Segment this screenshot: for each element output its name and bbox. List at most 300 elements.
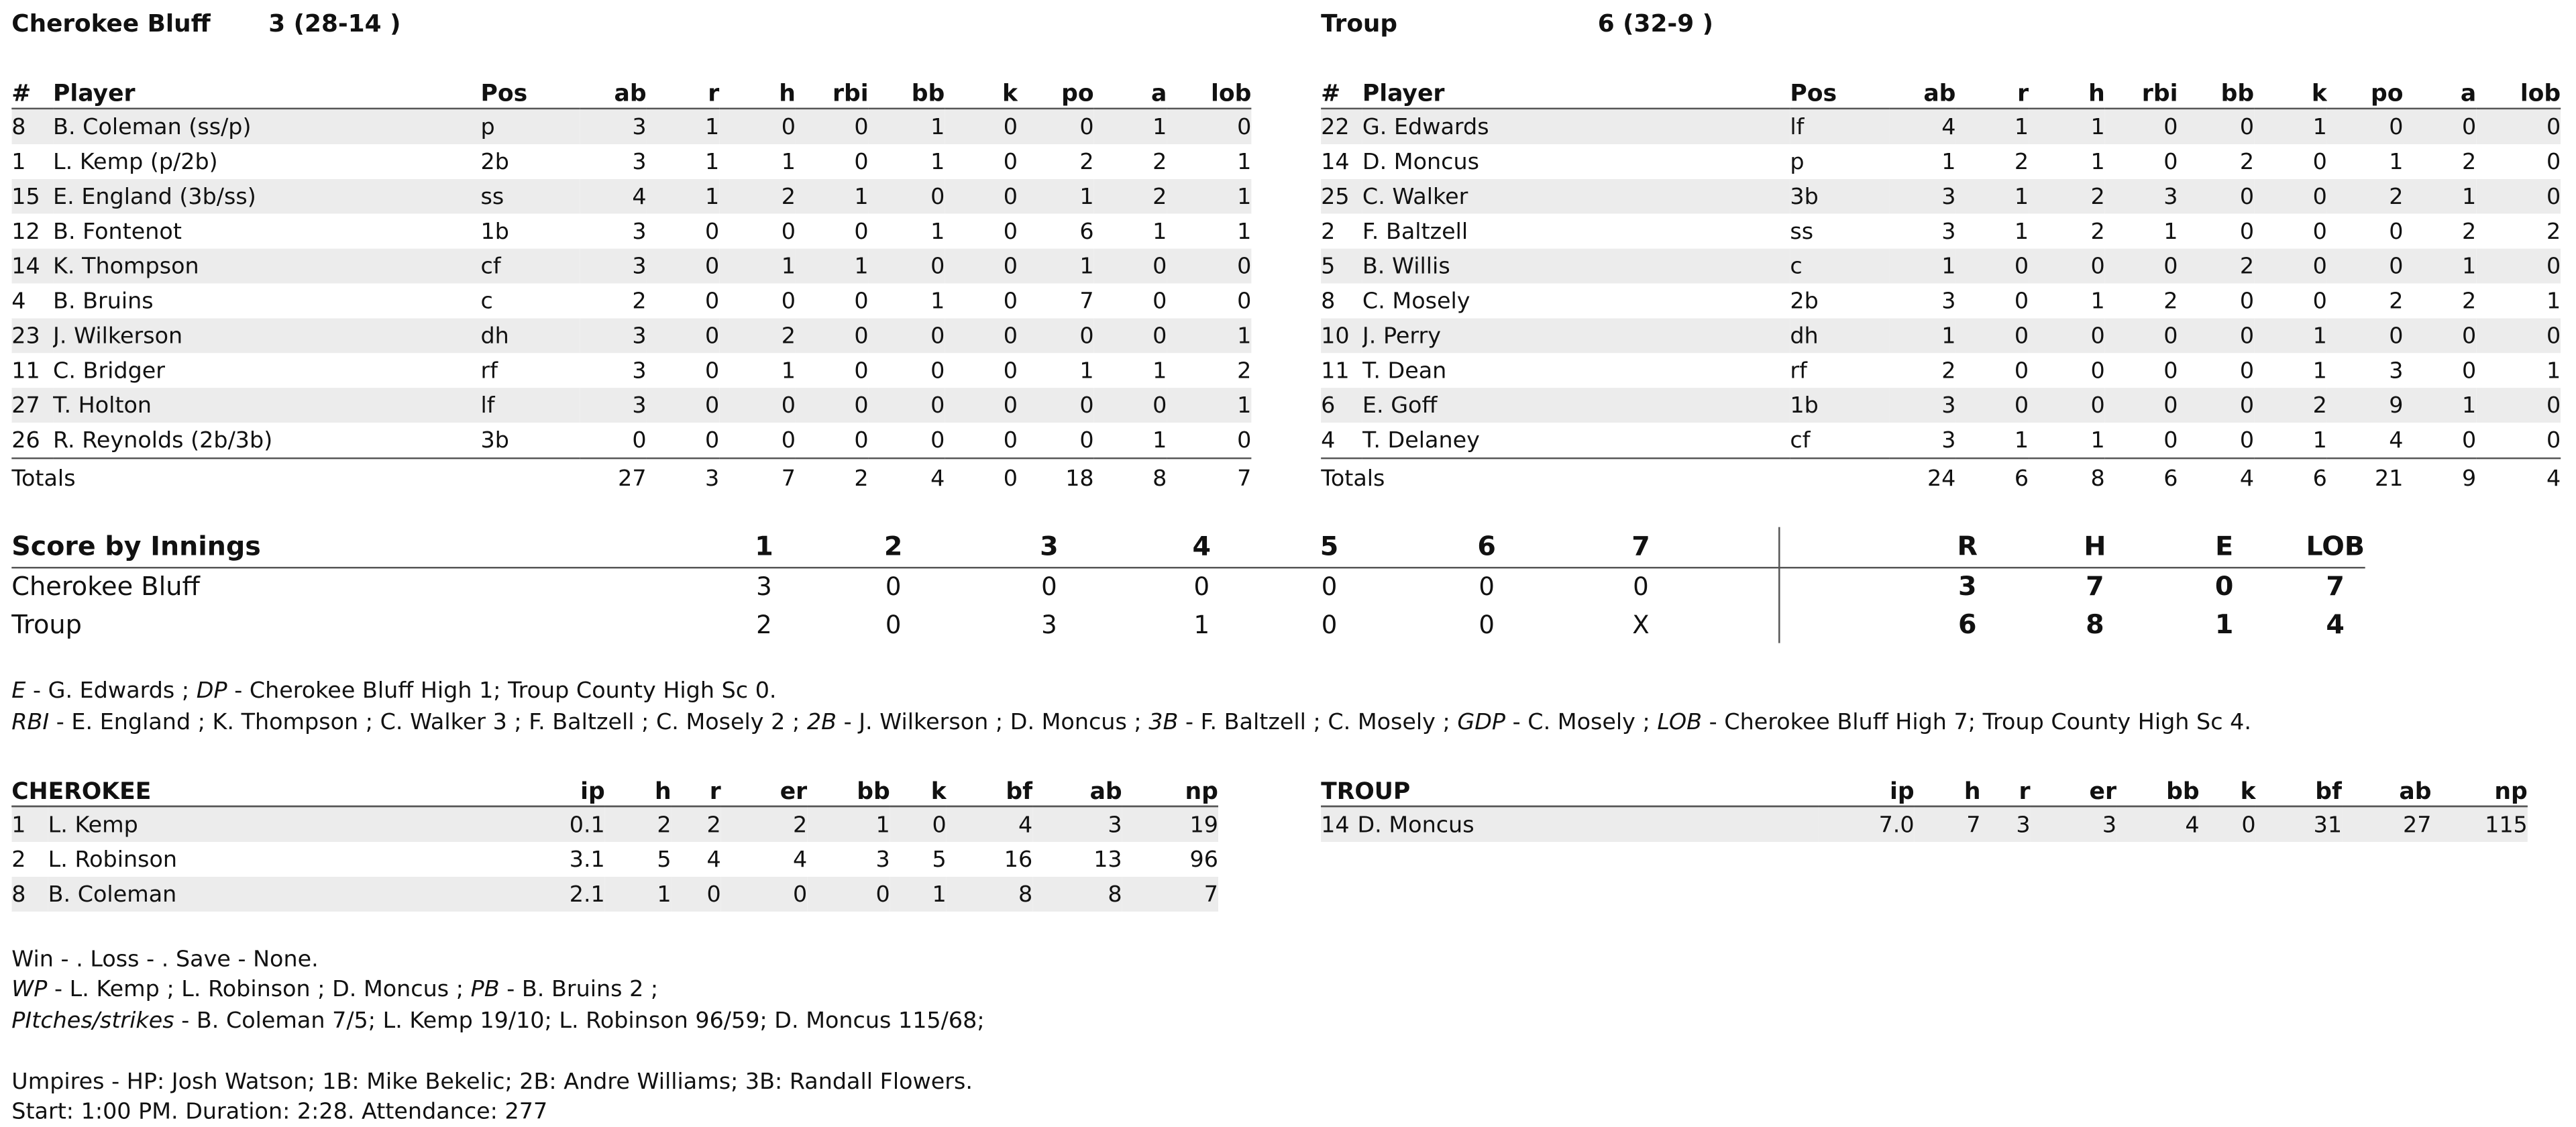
batter-cell-player: L. Kemp (p/2b) [53, 148, 218, 175]
away-team-name: Cherokee Bluff [11, 11, 211, 38]
batter-row [11, 144, 1251, 179]
batter-cell-bb: 0 [2178, 318, 2254, 353]
rhe-value: 8 [2086, 608, 2104, 640]
batter-cell-lob: 0 [2476, 388, 2561, 423]
batter-cell-pos: dh [481, 318, 580, 353]
totals-label: Totals [11, 466, 76, 492]
pitcher-stat: 0 [807, 877, 890, 912]
pitcher-stat: 0.1 [509, 806, 605, 842]
stat-text: - J. Wilkerson ; D. Moncus ; [836, 709, 1149, 736]
batter-cell-pos: lf [1790, 109, 1889, 144]
batter-cell-h: 0 [719, 388, 796, 423]
stat-label: LOB [1657, 709, 1703, 736]
batter-cell-r: 2 [2014, 148, 2029, 175]
batter-cell-player: C. Mosely [1362, 287, 1470, 315]
batter-cell-rbi: 0 [796, 318, 869, 353]
batter-cell-lob: 0 [1167, 249, 1251, 284]
inning-score: 0 [885, 610, 902, 640]
batter-cell-pos: cf [1790, 423, 1889, 458]
batter-cell-pos: ss [481, 179, 580, 214]
batter-cell-lob: 2 [1237, 357, 1252, 384]
stat-label: PB [470, 976, 500, 1003]
batter-cell-bb: 1 [869, 109, 945, 144]
batter-cell-lob: 0 [2476, 179, 2561, 214]
batter-cell-pos: p [1790, 148, 1805, 175]
batter-row [11, 353, 1251, 388]
stat-text: - G. Edwards ; [25, 678, 197, 705]
batter-cell-ab: 2 [632, 287, 647, 315]
column-header-lob: lob [2476, 73, 2561, 109]
batter-cell-po: 0 [2327, 109, 2404, 144]
batter-cell-rbi: 0 [796, 423, 869, 458]
batter-cell-rbi: 0 [854, 287, 869, 315]
totals-cell: 2 [854, 466, 869, 492]
batter-cell-ab: 3 [1941, 287, 1956, 315]
stat-label: 2B [806, 709, 837, 736]
batter-cell-pos: dh [1790, 318, 1889, 353]
inning-header-7: 7 [1631, 530, 1650, 562]
batter-cell-rbi: 1 [796, 249, 869, 284]
rhe-value: 4 [2326, 608, 2345, 640]
batter-cell-k: 0 [945, 179, 1018, 214]
batter-cell-r: 1 [2014, 217, 2029, 245]
batter-cell-k: 0 [1003, 287, 1018, 315]
batter-cell-h: 0 [2029, 388, 2105, 423]
batter-cell-player: E. Goff [1362, 388, 1790, 423]
batter-cell-h: 1 [719, 249, 796, 284]
pitching-header-ip: ip [1818, 771, 1914, 806]
batter-cell-number: 5 [1321, 249, 1362, 284]
totals-cell: 7 [1237, 466, 1252, 492]
batter-cell-bb: 0 [869, 249, 945, 284]
batter-cell-r: 0 [647, 388, 720, 423]
batter-cell-bb: 0 [2239, 357, 2255, 384]
batter-cell-a: 1 [2404, 249, 2477, 284]
home-team-name: Troup [1321, 11, 1398, 38]
column-header-pos: Pos [1790, 73, 1889, 109]
batter-cell-rbi: 0 [2163, 148, 2178, 175]
batter-cell-pos: 1b [480, 217, 509, 245]
pitching-header-bb: bb [2116, 771, 2200, 806]
batter-cell-k: 0 [945, 249, 1018, 284]
batter-cell-lob: 0 [1237, 287, 1252, 315]
batter-cell-player: D. Moncus [1362, 148, 1479, 175]
batter-cell-a: 2 [1152, 148, 1167, 175]
pitcher-name: L. Robinson [48, 842, 509, 877]
batter-row [11, 249, 1251, 284]
batter-cell-k: 0 [1003, 357, 1018, 384]
away-batting-table [11, 73, 1251, 499]
away-team-header [11, 11, 401, 38]
pitcher-stat: 13 [1032, 842, 1122, 877]
batter-cell-bb: 0 [869, 423, 945, 458]
batter-cell-r: 0 [705, 217, 720, 245]
batter-cell-h: 0 [781, 217, 796, 245]
batter-cell-h: 0 [719, 109, 796, 144]
batter-cell-r: 0 [1955, 318, 2029, 353]
pitcher-stat: 3 [2031, 806, 2116, 842]
pitcher-row [11, 842, 1218, 877]
rhe-value: 7 [2086, 570, 2104, 602]
batter-cell-k: 0 [1003, 148, 1018, 175]
batter-cell-k: 1 [2312, 357, 2327, 384]
batter-cell-h: 1 [2029, 109, 2105, 144]
batter-cell-ab: 2 [1941, 357, 1956, 384]
stat-text: - Cherokee Bluff High 7; Troup County High Sc 4. [1702, 709, 2251, 736]
batter-cell-player: B. Fontenot [53, 217, 182, 245]
batter-cell-pos: p [481, 109, 580, 144]
batter-cell-r: 0 [1955, 249, 2029, 284]
batter-cell-k: 0 [1003, 217, 1018, 245]
batter-cell-lob: 0 [1167, 423, 1251, 458]
stat-label: RBI [11, 709, 50, 736]
pitcher-stat: 3 [807, 842, 890, 877]
stat-label: 3B [1148, 709, 1179, 736]
pitcher-stat: 7 [1915, 806, 1981, 842]
batter-cell-player: T. Dean [1362, 357, 1447, 384]
batter-cell-number: 22 [1321, 109, 1362, 144]
batter-cell-a: 1 [2404, 179, 2477, 214]
batter-cell-a: 2 [2461, 217, 2477, 245]
batter-cell-pos: 1b [1790, 388, 1889, 423]
batter-cell-rbi: 0 [2105, 423, 2178, 458]
batter-cell-lob: 1 [1237, 148, 1252, 175]
batter-cell-rbi: 0 [2105, 388, 2178, 423]
rhe-value: 3 [1957, 570, 1977, 602]
batter-cell-po: 4 [2327, 423, 2404, 458]
batter-cell-po: 7 [1079, 287, 1094, 315]
batter-cell-number: 10 [1321, 318, 1362, 353]
inning-score: 3 [1041, 610, 1057, 640]
column-header-h: h [2029, 73, 2105, 109]
pitcher-stat: 16 [947, 842, 1032, 877]
column-header-po: po [1018, 73, 1094, 109]
pitching-header-np: np [1122, 771, 1218, 806]
batter-cell-pos: lf [481, 388, 580, 423]
batter-cell-a: 0 [2404, 423, 2477, 458]
batter-cell-rbi: 2 [2163, 287, 2178, 315]
batter-cell-a: 1 [2404, 388, 2477, 423]
wp-pb-line [11, 976, 658, 1003]
batter-cell-r: 1 [1955, 179, 2029, 214]
batter-row [11, 388, 1251, 423]
batter-row [1321, 214, 2561, 249]
batter-cell-pos: 2b [1790, 287, 1819, 315]
pitching-header-k: k [2200, 771, 2256, 806]
inning-score: 0 [1479, 572, 1495, 602]
batter-cell-r: 1 [705, 148, 720, 175]
rhe-header-lob: LOB [2306, 530, 2365, 562]
inning-score: 0 [1321, 572, 1338, 602]
notes-line-batting [11, 709, 2251, 736]
umpires-line: Umpires - HP: Josh Watson; 1B: Mike Bekelic; 2B: Andre Williams; 3B: Randall Flowers. [11, 1069, 973, 1096]
pitcher-stat: 5 [605, 842, 672, 877]
batter-cell-bb: 0 [869, 388, 945, 423]
batter-cell-rbi: 3 [2105, 179, 2178, 214]
inning-score: 0 [1041, 572, 1057, 602]
pitcher-stat: 5 [890, 842, 947, 877]
column-header-h: h [719, 73, 796, 109]
batter-cell-rbi: 0 [796, 388, 869, 423]
pitching-header-ab: ab [2342, 771, 2431, 806]
batter-cell-bb: 0 [2178, 179, 2254, 214]
column-header-bb: bb [869, 73, 945, 109]
batter-cell-h: 2 [719, 179, 796, 214]
batter-cell-po: 1 [1018, 179, 1094, 214]
pitching-header-ip: ip [509, 771, 605, 806]
stat-label: E [11, 678, 26, 705]
pitching-header-ab: ab [1032, 771, 1122, 806]
pitcher-stat: 0 [2200, 806, 2256, 842]
batter-cell-k: 1 [2254, 109, 2327, 144]
pitching-header-bf: bf [2256, 771, 2342, 806]
pitcher-stat: 96 [1122, 842, 1218, 877]
batter-cell-bb: 1 [930, 217, 945, 245]
batter-cell-po: 0 [1018, 318, 1094, 353]
innings-team-name: Cherokee Bluff [11, 572, 200, 602]
batter-cell-a: 1 [1152, 217, 1167, 245]
pitcher-stat: 2 [721, 806, 807, 842]
totals-cell: 8 [1152, 466, 1167, 492]
batter-cell-k: 1 [2254, 318, 2327, 353]
column-header-pos: Pos [481, 73, 580, 109]
batter-cell-lob: 2 [2546, 217, 2561, 245]
batter-cell-a: 2 [2461, 287, 2477, 315]
batter-cell-r: 0 [647, 318, 720, 353]
batter-cell-lob: 0 [2476, 249, 2561, 284]
batter-cell-pos: cf [481, 249, 580, 284]
batter-cell-ab: 3 [1890, 179, 1956, 214]
pitcher-stat: 2.1 [509, 877, 605, 912]
batter-cell-number: 23 [11, 318, 53, 353]
batter-row [1321, 318, 2561, 353]
pitching-header-k: k [890, 771, 947, 806]
batter-cell-ab: 3 [580, 318, 647, 353]
batter-cell-r: 0 [647, 249, 720, 284]
batter-cell-po: 1 [2389, 148, 2404, 175]
column-header-number: # [11, 73, 53, 109]
batter-cell-ab: 4 [580, 179, 647, 214]
batter-cell-r: 1 [647, 179, 720, 214]
batter-row [1321, 109, 2561, 144]
pitcher-stat: 4 [2116, 806, 2200, 842]
pitching-team-title: CHEROKEE [11, 771, 508, 806]
pitching-header-r: r [672, 771, 721, 806]
pitching-team-title: TROUP [1321, 771, 1818, 806]
batter-cell-rbi: 0 [854, 357, 869, 384]
totals-cell: 8 [2090, 466, 2105, 492]
batter-cell-bb: 0 [869, 179, 945, 214]
pitcher-stat: 4 [721, 842, 807, 877]
stat-label: GDP [1457, 709, 1506, 736]
batter-cell-a: 1 [1094, 423, 1167, 458]
pitching-header-h: h [1915, 771, 1981, 806]
inning-header-3: 3 [1040, 530, 1059, 562]
totals-row [11, 458, 1251, 499]
batter-cell-po: 0 [1018, 388, 1094, 423]
totals-cell: 18 [1065, 466, 1094, 492]
stat-text: - F. Baltzell ; C. Mosely ; [1178, 709, 1458, 736]
batter-cell-bb: 0 [2239, 217, 2255, 245]
batter-cell-bb: 1 [930, 287, 945, 315]
batter-row [1321, 283, 2561, 318]
totals-cell: 9 [2461, 466, 2477, 492]
pitcher-name: B. Coleman [48, 877, 509, 912]
batter-cell-player: C. Walker [1362, 179, 1790, 214]
totals-cell: 6 [2014, 466, 2029, 492]
batter-cell-po: 1 [1018, 249, 1094, 284]
batter-cell-rbi: 0 [2105, 109, 2178, 144]
batter-cell-ab: 3 [580, 249, 647, 284]
totals-cell: 0 [1003, 466, 1018, 492]
totals-cell: 27 [618, 466, 647, 492]
batter-row [1321, 249, 2561, 284]
batter-cell-bb: 0 [2178, 388, 2254, 423]
pitcher-stat: 7 [1122, 877, 1218, 912]
batter-cell-a: 0 [2404, 109, 2477, 144]
rhe-value: 0 [2214, 570, 2234, 602]
rhe-header-r: R [1957, 530, 1978, 562]
batter-cell-h: 2 [2090, 217, 2105, 245]
totals-cell: 24 [1927, 466, 1956, 492]
totals-cell: 7 [781, 466, 796, 492]
batter-cell-pos: rf [480, 357, 498, 384]
totals-row [1321, 458, 2561, 499]
innings-divider [11, 567, 2365, 568]
stat-label: WP [11, 976, 48, 1003]
inning-score: 0 [1321, 610, 1338, 640]
batter-cell-bb: 2 [2239, 148, 2255, 175]
pitcher-stat: 19 [1122, 806, 1218, 842]
pitching-header-r: r [1980, 771, 2030, 806]
batter-cell-rbi: 1 [796, 179, 869, 214]
pitcher-number: 2 [11, 842, 48, 877]
pitcher-name: D. Moncus [1358, 806, 1819, 842]
batter-row [1321, 423, 2561, 458]
pitcher-row [11, 806, 1218, 842]
batter-cell-ab: 1 [1890, 249, 1956, 284]
batter-cell-number: 1 [11, 148, 26, 175]
batter-cell-h: 1 [781, 148, 796, 175]
batter-cell-a: 0 [2404, 318, 2477, 353]
batter-cell-number: 11 [11, 357, 40, 384]
batter-cell-pos: c [1790, 249, 1889, 284]
column-header-player: Player [53, 73, 480, 109]
batter-cell-po: 2 [1079, 148, 1094, 175]
pitching-header-bf: bf [947, 771, 1032, 806]
game-info-line: Start: 1:00 PM. Duration: 2:28. Attendance: 277 [11, 1099, 548, 1126]
pitcher-stat: 4 [672, 842, 721, 877]
column-header-ab: ab [580, 73, 647, 109]
pitcher-stat: 1 [807, 806, 890, 842]
batter-cell-ab: 3 [580, 388, 647, 423]
batter-cell-k: 0 [2312, 287, 2327, 315]
inning-header-6: 6 [1477, 530, 1496, 562]
batter-cell-h: 0 [2029, 318, 2105, 353]
batter-cell-number: 4 [1321, 423, 1362, 458]
pitcher-stat: 3 [1980, 806, 2030, 842]
pitcher-stat: 2 [605, 806, 672, 842]
inning-header-1: 1 [755, 530, 773, 562]
pitcher-stat: 0 [721, 877, 807, 912]
batter-cell-h: 2 [2029, 179, 2105, 214]
batter-cell-k: 0 [945, 388, 1018, 423]
batter-cell-ab: 3 [632, 217, 647, 245]
pitcher-stat: 27 [2342, 806, 2431, 842]
batter-cell-ab: 3 [580, 109, 647, 144]
batter-cell-k: 0 [2254, 249, 2327, 284]
totals-cell: 21 [2375, 466, 2404, 492]
batter-cell-r: 0 [2014, 357, 2029, 384]
batter-cell-r: 1 [1955, 423, 2029, 458]
pitcher-stat: 2 [672, 806, 721, 842]
batter-cell-player: J. Wilkerson [53, 318, 480, 353]
pitching-header-np: np [2432, 771, 2528, 806]
pitcher-stat: 0 [672, 877, 721, 912]
inning-score: 0 [1633, 572, 1649, 602]
innings-title: Score by Innings [11, 530, 261, 562]
batter-cell-player: B. Bruins [53, 287, 154, 315]
column-header-a: a [1094, 73, 1167, 109]
batter-cell-pos: rf [1790, 357, 1807, 384]
batter-cell-h: 1 [2029, 423, 2105, 458]
batter-cell-po: 0 [2327, 249, 2404, 284]
batter-cell-a: 1 [1152, 357, 1167, 384]
batter-row [11, 109, 1251, 144]
totals-label: Totals [1321, 466, 1385, 492]
batter-cell-player: T. Holton [53, 388, 480, 423]
batter-cell-rbi: 0 [2105, 318, 2178, 353]
batter-row [1321, 353, 2561, 388]
batter-cell-player: E. England (3b/ss) [53, 179, 480, 214]
totals-cell: 3 [705, 466, 720, 492]
batter-cell-player: J. Perry [1362, 318, 1790, 353]
inning-header-4: 4 [1192, 530, 1212, 562]
batter-cell-lob: 1 [2546, 287, 2561, 315]
batter-cell-rbi: 0 [854, 148, 869, 175]
batter-row [11, 179, 1251, 214]
batter-cell-k: 0 [2312, 148, 2327, 175]
pitcher-number: 1 [11, 806, 48, 842]
batter-cell-ab: 3 [1941, 217, 1956, 245]
home-pitching-table [1321, 771, 2528, 842]
batter-cell-number: 27 [11, 388, 53, 423]
column-header-k: k [2254, 73, 2327, 109]
batter-cell-r: 1 [647, 109, 720, 144]
batter-cell-pos: ss [1790, 217, 1814, 245]
pitcher-number: 8 [11, 877, 48, 912]
batter-cell-player: F. Baltzell [1362, 217, 1468, 245]
batter-cell-player: K. Thompson [53, 249, 480, 284]
stat-text: - B. Bruins 2 ; [499, 976, 659, 1003]
batter-cell-po: 2 [2389, 287, 2404, 315]
inning-header-2: 2 [883, 530, 903, 562]
batter-cell-rbi: 0 [2105, 249, 2178, 284]
batter-cell-po: 0 [2389, 217, 2404, 245]
pitcher-stat: 8 [1032, 877, 1122, 912]
batter-cell-a: 1 [1094, 109, 1167, 144]
inning-header-5: 5 [1320, 530, 1339, 562]
column-header-rbi: rbi [796, 73, 869, 109]
batter-cell-rbi: 0 [796, 109, 869, 144]
batter-cell-lob: 0 [2476, 423, 2561, 458]
batter-cell-po: 2 [2327, 179, 2404, 214]
batter-cell-r: 0 [1955, 388, 2029, 423]
batter-cell-lob: 1 [1167, 388, 1251, 423]
batter-cell-k: 0 [945, 318, 1018, 353]
batter-cell-bb: 1 [930, 148, 945, 175]
batter-cell-a: 0 [1094, 318, 1167, 353]
